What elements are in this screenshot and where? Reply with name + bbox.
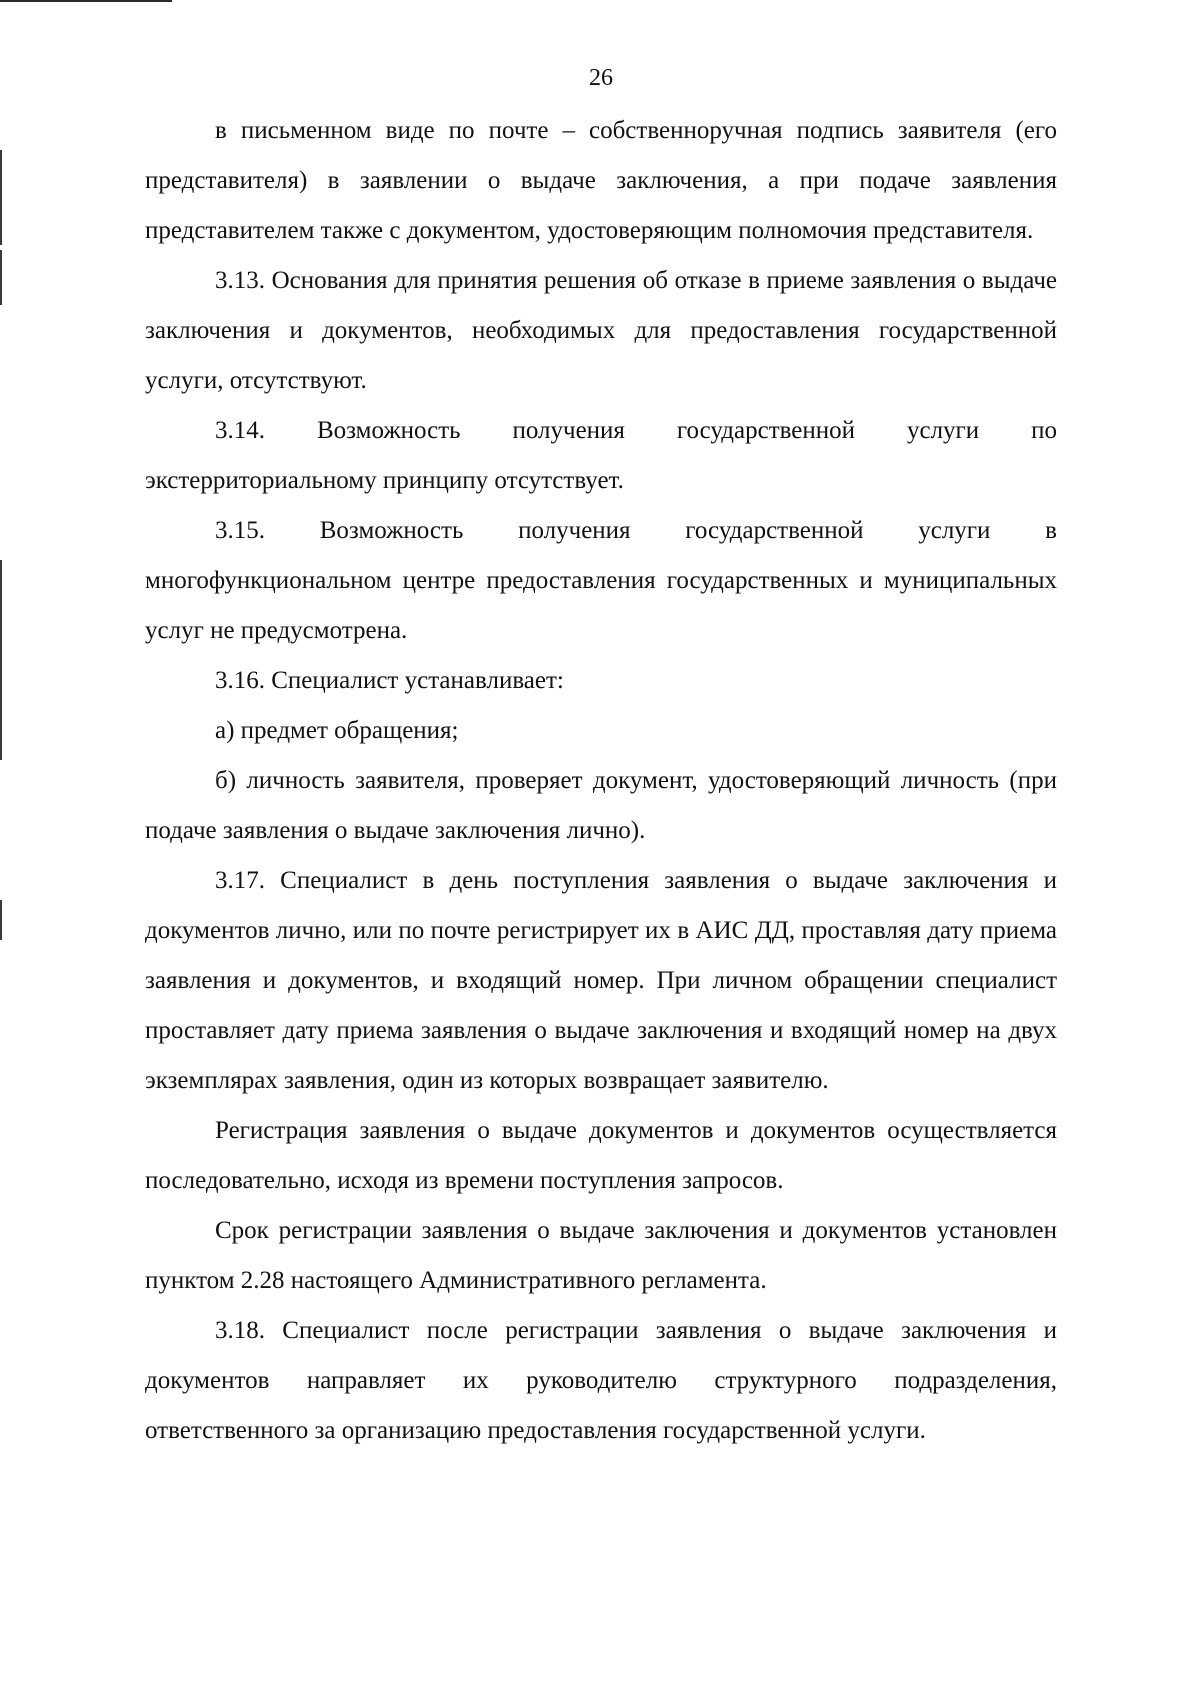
paragraph: Срок регистрации заявления о выдаче заключения и документов установлен пунктом 2.28 настоящего Административного регламента. [145, 1217, 1057, 1294]
paragraph: 3.13. Основания для принятия решения об отказе в приеме заявления о выдаче заключения и документов, необходимых для предоставления государственной услуги, отсутствуют. [145, 267, 1057, 394]
paragraph: Регистрация заявления о выдаче документов и документов осуществляется последовательно, исходя из времени поступления запросов. [145, 1117, 1057, 1194]
document-page [145, 60, 1057, 1456]
scan-edge-left-2 [0, 250, 2, 305]
paragraph: 3.15. Возможность получения государственной услуги в многофункциональном центре предоставления государственных и муниципальных услуг не предусмотрена. [145, 517, 1057, 644]
page-number: 26 [589, 65, 613, 91]
paragraph: б) личность заявителя, проверяет документ, удостоверяющий личность (при подаче заявления о выдаче заключения лично). [145, 767, 1057, 844]
paragraph: в письменном виде по почте – собственноручная подпись заявителя (его представителя) в заявлении о выдаче заключения, а при подаче заявления представителем также с документом, удостоверяющим полномочия представителя. [145, 117, 1057, 244]
scan-edge-top [0, 0, 172, 2]
paragraph: 3.14. Возможность получения государственной услуги по экстерриториальному принципу отсутствует. [145, 417, 1057, 494]
paragraph: 3.17. Специалист в день поступления заявления о выдаче заключения и документов лично, или по почте регистрирует их в АИС ДД, проставляя дату приема заявления и документов, и входящий номер. При личном обращении специалист проставляет дату приема заявления о выдаче заключения и входящий номер на двух экземплярах заявления, один из которых возвращает заявителю. [145, 867, 1057, 1094]
scan-edge-left-4 [0, 900, 2, 940]
paragraph: 3.16. Специалист устанавливает: [215, 667, 564, 694]
scan-edge-left-3 [0, 560, 2, 760]
paragraph: 3.18. Специалист после регистрации заявления о выдаче заключения и документов направляет их руководителю структурного подразделения, ответственного за организацию предоставления государственной услуги. [145, 1317, 1057, 1444]
paragraph: а) предмет обращения; [215, 717, 459, 744]
scan-edge-left-1 [0, 150, 2, 245]
